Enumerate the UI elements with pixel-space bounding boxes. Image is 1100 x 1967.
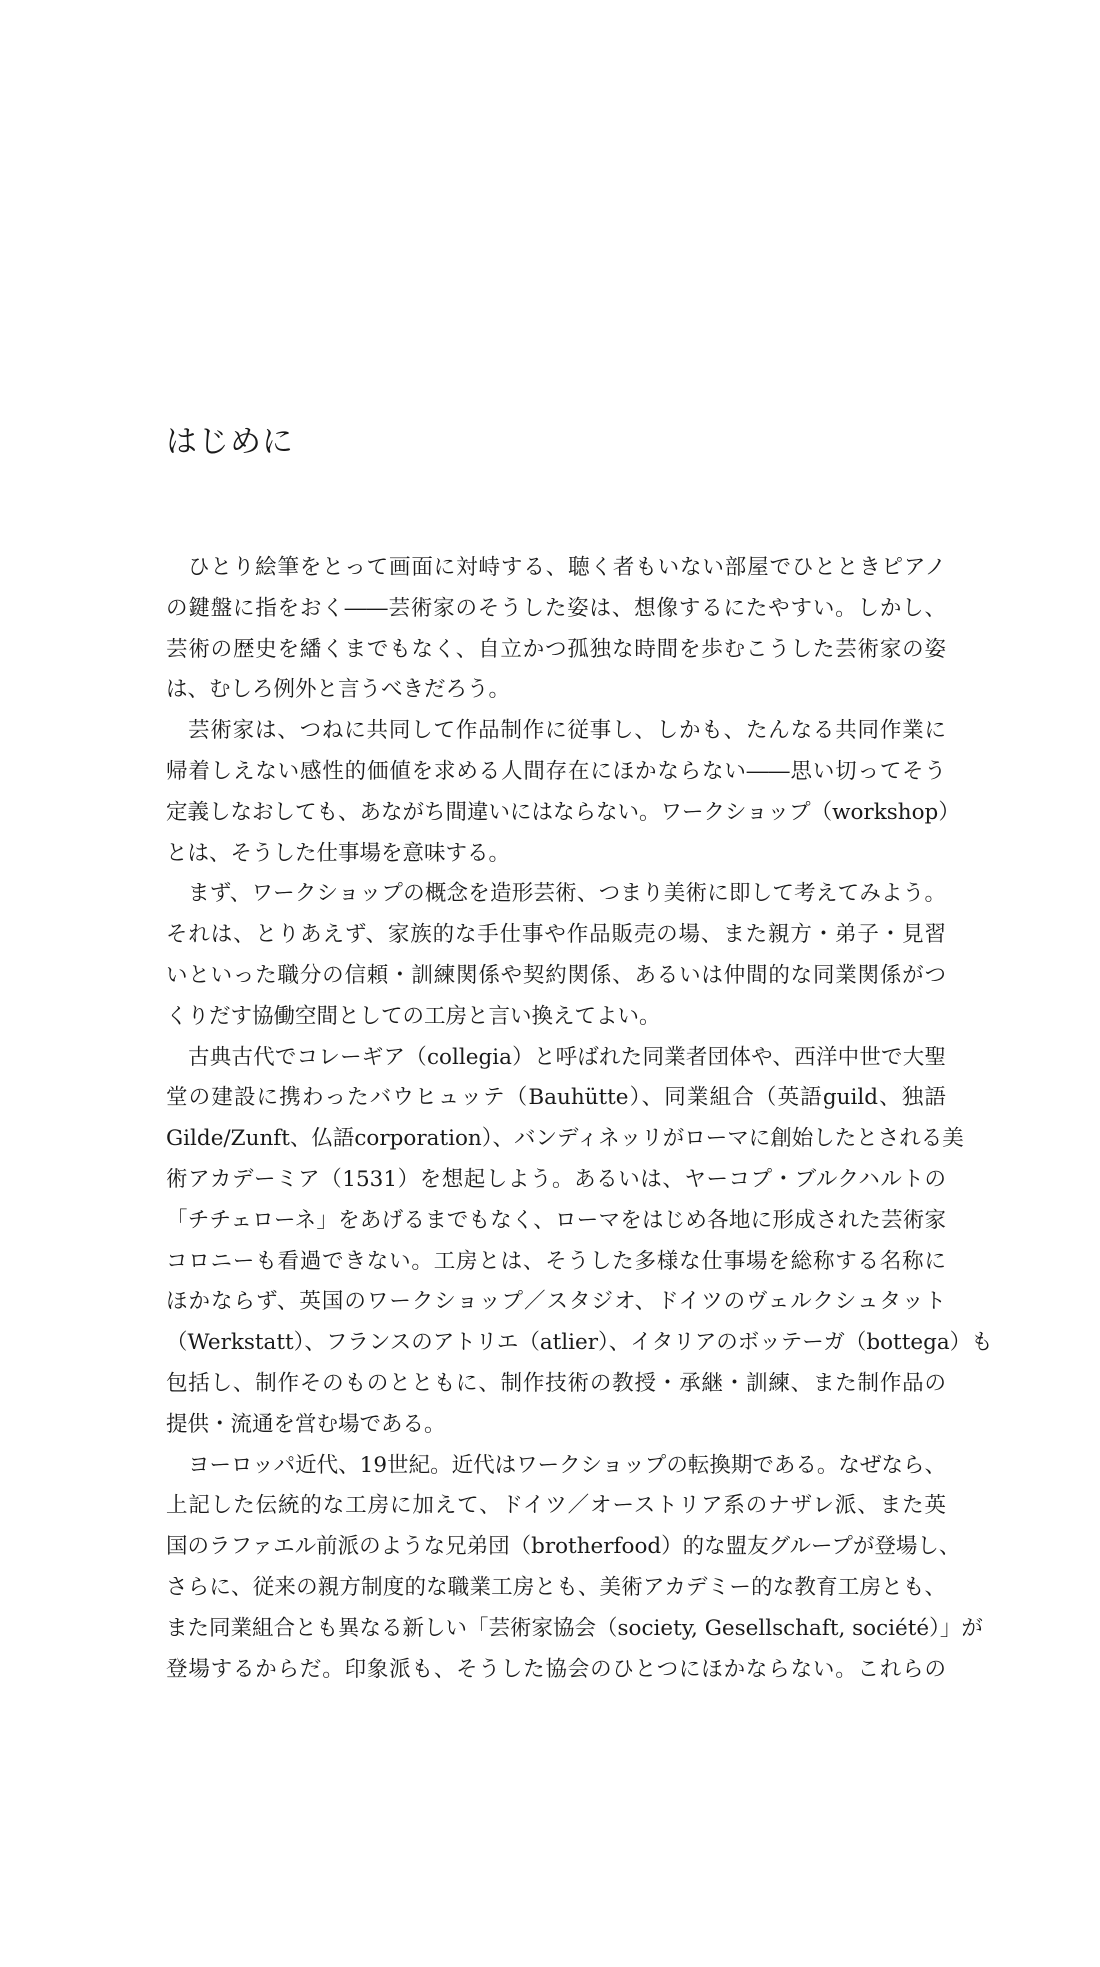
text-line: 登場するからだ。印象派も、そうした協会のひとつにほかならない。これらの [166, 1656, 946, 1682]
text-line: それは、とりあえず、家族的な手仕事や作品販売の場、また親方・弟子・見習 [166, 922, 946, 948]
text-line: 帰着しえない感性的価値を求める人間存在にほかならない――思い切ってそう [166, 758, 946, 784]
text-line: 堂の建設に携わったバウヒュッテ（Bauhütte）、同業組合（英語guild、独語 [166, 1085, 946, 1111]
text-line: 提供・流通を営む場である。 [166, 1411, 446, 1437]
text-line: くりだす協働空間としての工房と言い換えてよい。 [166, 1003, 661, 1029]
paragraph [166, 874, 946, 1037]
text-line: 芸術家は、つねに共同して作品制作に従事し、しかも、たんなる共同作業に [188, 718, 946, 744]
paragraph [166, 548, 946, 711]
text-line: ひとり絵筆をとって画面に対峙する、聴く者もいない部屋でひとときピアノ [188, 555, 946, 580]
text-line: Gilde/Zunft、仏語corporation）、バンディネッリがローマに創始したとされる美 [166, 1126, 964, 1152]
text-line: まず、ワークショップの概念を造形芸術、つまり美術に即して考えてみよう。 [188, 881, 946, 907]
text-line: 芸術の歴史を繙くまでもなく、自立かつ孤独な時間を歩むこうした芸術家の姿 [166, 636, 946, 662]
text-line: 古典古代でコレーギア（collegia）と呼ばれた同業者団体や、西洋中世で大聖 [188, 1044, 946, 1070]
text-line: の鍵盤に指をおく――芸術家のそうした姿は、想像するにたやすい。しかし、 [166, 595, 946, 621]
text-line: （Werkstatt）、フランスのアトリエ（atlier）、イタリアのボッテーガ（bottega）も [166, 1330, 993, 1356]
text-line: 「チチェローネ」をあげるまでもなく、ローマをはじめ各地に形成された芸術家 [166, 1207, 946, 1233]
paragraph [166, 711, 960, 874]
text-line: いといった職分の信頼・訓練関係や契約関係、あるいは仲間的な同業関係がつ [166, 962, 946, 988]
paragraph [166, 1038, 993, 1446]
text-line: また同業組合とも異なる新しい「芸術家協会（society, Gesellschaft, société）」が [166, 1615, 983, 1641]
text-line: ヨーロッパ近代、19世紀。近代はワークショップの転換期である。なぜなら、 [188, 1452, 946, 1478]
text-line: コロニーも看過できない。工房とは、そうした多様な仕事場を総称する名称に [166, 1248, 946, 1274]
text-line: 術アカデーミア（1531）を想起しよう。あるいは、ヤーコプ・ブルクハルトの [166, 1166, 946, 1192]
text-line: 国のラファエル前派のような兄弟団（brotherfood）的な盟友グループが登場し、 [166, 1534, 961, 1560]
text-line: 包括し、制作そのものとともに、制作技術の教授・承継・訓練、また制作品の [166, 1370, 946, 1396]
text-line: は、むしろ例外と言うべきだろう。 [166, 677, 511, 703]
chapter-heading: はじめに [166, 424, 294, 460]
text-line: ほかならず、英国のワークショップ／スタジオ、ドイツのヴェルクシュタット [166, 1289, 946, 1315]
text-line: 定義しなおしても、あながち間違いにはならない。ワークショップ（workshop） [166, 799, 960, 825]
body-text [166, 548, 993, 1690]
text-line: 上記した伝統的な工房に加えて、ドイツ／オーストリア系のナザレ派、また英 [166, 1493, 946, 1519]
paragraph [166, 1446, 983, 1691]
text-line: とは、そうした仕事場を意味する。 [166, 840, 511, 866]
text-line: さらに、従来の親方制度的な職業工房とも、美術アカデミー的な教育工房とも、 [166, 1574, 946, 1600]
